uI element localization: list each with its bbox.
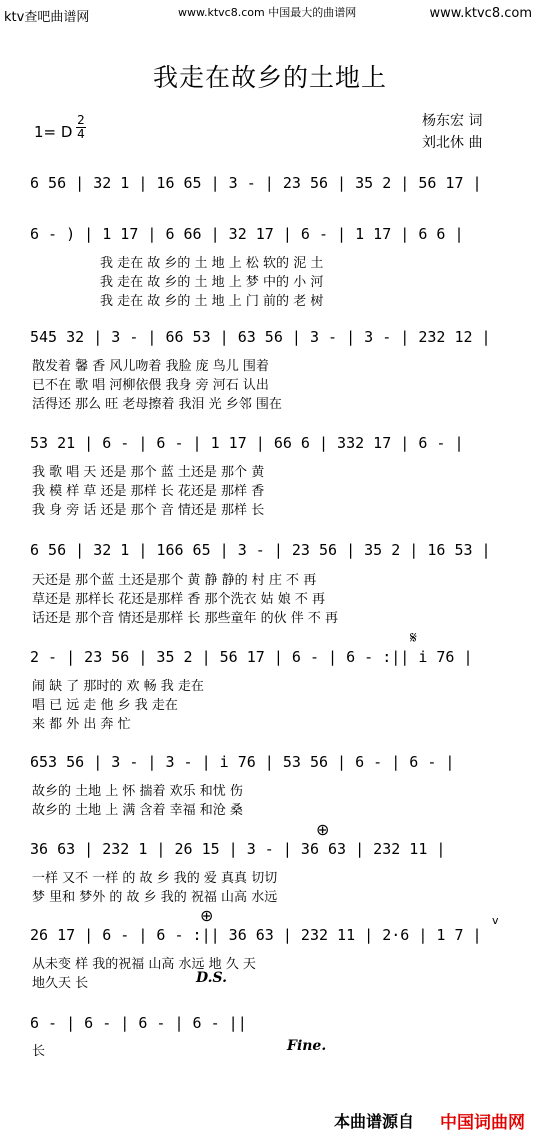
notes-row: 26 17 | 6 - | 6 - :|| 36 63 | 232 11 | 2·6 | 1 7 | <box>30 926 482 944</box>
notes-row: 6 56 | 32 1 | 16 65 | 3 - | 23 56 | 35 2 | 56 17 | <box>30 174 482 192</box>
key-signature: 1= D <box>34 123 73 141</box>
lyric-line: 故乡的 土地 上 满 含着 幸福 和沧 桑 <box>32 803 243 818</box>
coda-icon: ⊕ <box>200 906 214 925</box>
lyric-line: 散发着 馨 香 风儿吻着 我脸 庞 鸟儿 围着 <box>32 359 269 374</box>
coda-icon: ⊕ <box>316 820 330 839</box>
lyric-line: 我 走在 故 乡的 土 地 上 松 软的 泥 土 <box>100 256 324 271</box>
header-left: ktv查吧曲谱网 <box>4 10 90 25</box>
lyric-line: 地久天 长 <box>32 976 89 991</box>
segno-icon: 𝄋 <box>410 628 417 647</box>
lyric-line: 天还是 那个蓝 土还是那个 黄 静 静的 村 庄 不 再 <box>32 573 317 588</box>
ds-mark: D.S. <box>196 970 228 986</box>
lyric-line: 我 走在 故 乡的 土 地 上 梦 中的 小 河 <box>100 275 324 290</box>
notes-row: 53 21 | 6 - | 6 - | 1 17 | 66 6 | 332 17 | 6 - | <box>30 434 464 452</box>
lyric-line: 我 模 样 草 还是 那样 长 花还是 那样 香 <box>32 484 265 499</box>
lyric-line: 已不在 歌 唱 河柳依偎 我身 旁 河石 认出 <box>32 378 269 393</box>
header-middle: www.ktvc8.com 中国最大的曲谱网 <box>178 6 357 19</box>
lyric-line: 唱 已 远 走 他 乡 我 走在 <box>32 698 178 713</box>
notes-row: 2 - | 23 56 | 35 2 | 56 17 | 6 - | 6 - :|| i 76 | <box>30 648 473 666</box>
lyric-line: 我 走在 故 乡的 土 地 上 门 前的 老 树 <box>100 294 324 309</box>
notes-row: 653 56 | 3 - | 3 - | i 76 | 53 56 | 6 - | 6 - | <box>30 753 455 771</box>
lyric-line: 我 歌 唱 天 还是 那个 蓝 土还是 那个 黄 <box>32 465 265 480</box>
lyric-line: 故乡的 土地 上 怀 揣着 欢乐 和忧 伤 <box>32 784 243 799</box>
lyric-line: 一样 又不 一样 的 故 乡 我的 爱 真真 切切 <box>32 871 278 886</box>
lyric-line: 闹 缺 了 那时的 欢 畅 我 走在 <box>32 679 204 694</box>
lyric-line: 我 身 旁 话 还是 那个 音 情还是 那样 长 <box>32 503 265 518</box>
breath-mark-icon: v <box>492 914 499 927</box>
lyric-line: 梦 里和 梦外 的 故 乡 我的 祝福 山高 水远 <box>32 890 278 905</box>
lyric-line: 活得还 那么 旺 老母擦着 我泪 光 乡邻 围在 <box>32 397 282 412</box>
lyric-line: 从未变 样 我的祝福 山高 水远 地 久 天 <box>32 957 256 972</box>
lyricist-credit: 杨东宏 词 <box>422 113 483 129</box>
notes-row: 6 - | 6 - | 6 - | 6 - || <box>30 1014 247 1032</box>
composer-credit: 刘北休 曲 <box>422 135 483 151</box>
time-sig-bottom: 4 <box>77 127 85 141</box>
lyric-line: 话还是 那个音 情还是那样 长 那些童年 的伙 伴 不 再 <box>32 611 339 626</box>
time-signature <box>76 114 86 141</box>
notes-row: 36 63 | 232 1 | 26 15 | 3 - | 36 63 | 232 11 | <box>30 840 446 858</box>
fine-mark: Fine. <box>287 1038 327 1054</box>
notes-row: 6 - ) | 1 17 | 6 66 | 32 17 | 6 - | 1 17 | 6 6 | <box>30 225 464 243</box>
notes-row: 545 32 | 3 - | 66 53 | 63 56 | 3 - | 3 - | 232 12 | <box>30 328 491 346</box>
notes-row: 6 56 | 32 1 | 166 65 | 3 - | 23 56 | 35 2 | 16 53 | <box>30 541 491 559</box>
time-sig-top: 2 <box>77 113 85 127</box>
header-right: www.ktvc8.com <box>429 6 532 21</box>
footer-source-label: 本曲谱源自 <box>334 1112 415 1131</box>
lyric-line: 来 都 外 出 奔 忙 <box>32 717 131 732</box>
footer-brand: 中国词曲网 <box>440 1113 525 1133</box>
page-title: 我走在故乡的土地上 <box>152 63 387 92</box>
lyric-line: 长 <box>32 1044 46 1059</box>
lyric-line: 草还是 那样长 花还是那样 香 那个洗衣 姑 娘 不 再 <box>32 592 326 607</box>
